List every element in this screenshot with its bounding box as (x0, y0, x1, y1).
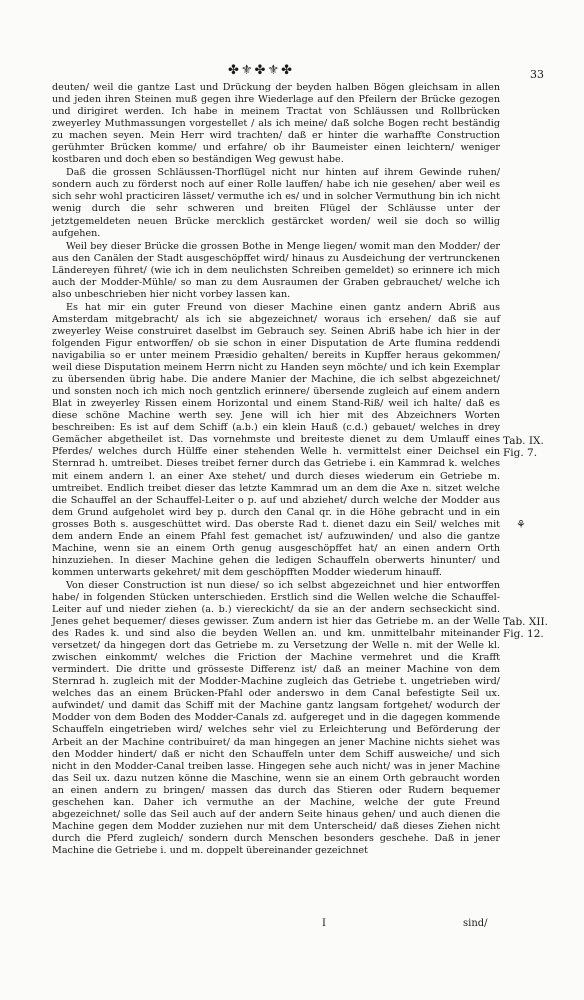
margin-note (503, 616, 548, 640)
margin-note-fig: Fig. 12. (503, 628, 544, 640)
margin-note (503, 435, 544, 459)
paragraph: Daß die grossen Schläussen-Thorflügel nicht nur hinten auf ihrem Gewinde ruhen/ sondern auch zu förderst noch auf einer Rolle lauffen/ habe ich nie gesehen/ aber weil es sich sehr wohl practiciren lässet/ vermuthe ich es/ und in solcher Vermuthung bin ich nicht wenig durch die sehr schweren und breiten Flügel der Schläusse unter der jetztgemeldeten neuen Brücke mercklich gestärcket worden/ weil sie doch so willig aufgehen. (52, 167, 500, 239)
margin-note-tab: Tab. XII. (503, 616, 548, 628)
catchword: sind/ (463, 918, 488, 929)
header-ornament: ✤⚜✤⚜✤ (228, 63, 294, 78)
marginal-mark: ⚘ (516, 518, 526, 531)
paragraph: Weil bey dieser Brücke die grossen Bothe in Menge liegen/ womit man den Modder/ der aus den Canälen der Stadt ausgeschöpffet wird/ hinaus zu Ausdeichung der vertrunckenen Ländereyen führet/ (wie ich in dem neulichsten Schreiben gemeldet) so erinnere ich mich auch der Modder-Mühle/ so man zu dem Ausraumen der Graben gebrauchet/ welche ich also unbeschrieben hier nicht vorbey lassen kan. (52, 240, 500, 300)
body-text (52, 82, 500, 857)
signature-mark: I (322, 918, 326, 929)
paragraph: deuten/ weil die gantze Last und Drückung der beyden halben Bögen gleichsam in allen und jeden ihren Steinen muß gegen ihre Wiederlage auf den Pfeilern der Brücke gezogen und dirigiret werden. Ich habe in meinem Tractat von Schläussen und Rollbrücken zweyerley Muthmassungen vorgestellet / als ich meine/ daß solche Bogen recht beständig zu machen seyen. Mein Herr wird trachten/ daß er hinter die warhaffte Construction gerühmter Brücken komme/ und erfahre/ ob ihr Baumeister einen leichtern/ weniger kostbaren und doch eben so beständigen Weg gewust habe. (52, 82, 500, 166)
page-number: 33 (530, 68, 544, 81)
margin-note-fig: Fig. 7. (503, 447, 538, 459)
paragraph: Von dieser Construction ist nun diese/ so ich selbst abgezeichnet und hier entworffen habe/ in folgenden Stücken unterschieden. Erstlich sind die Wellen welche die Schauffel-Leiter auf und nieder ziehen (a. b.) viereckicht/ da sie an der andern sechseckicht sind. Jenes gehet bequemer/ dieses gewisser. Zum andern ist hier das Getriebe m. an der Welle des Rades k. und sind also die beyden Wellen an. und km. unmittelbahr miteinander versetzet/ da hingegen dort das Getriebe m. zu Versetzung der Welle n. mit der Welle kl. zwischen einkommt/ welches die Friction der Machine vermehret und die Krafft vermindert. Die dritte und grösseste Differenz ist/ daß an meiner Machine von dem Sternrad h. zugleich mit der Modder-Machine zugleich das Getriebe t. ungetrieben wird/ welches das an einem Brücken-Pfahl oder anderswo in dem Canal befestigte Seil ux. aufwindet/ und damit das Schiff mit der Machine gantz langsam fortgehet/ wodurch der Modder von dem Boden des Modder-Canals zd. aufgereget und in die dagegen kommende Schauffeln eingetrieben wird/ welches sehr viel zu Erleichterung und Beförderung der Arbeit an der Machine contribuiret/ da man hingegen an jener Machine nichts siehet was den Modder hindert/ daß er nicht den Schauffeln unter dem Schiff ausweiche/ und sich nicht in den Modder-Canal treiben lasse. Hingegen sehe auch nicht/ was in jener Machine das Seil ux. dazu nutzen könne die Maschine, wenn sie an einem Orth gebraucht worden an einen andern zu bringen/ massen das durch das Stieren oder Rudern bequemer geschehen kan. Daher ich vermuthe an der Machine, welche der gute Freund abgezeichnet/ solle das Seil auch auf der andern Seite hinaus gehen/ und auch dienen die Machine gegen dem Modder zuziehen nur mit dem Unterscheid/ daß dieses Ziehen nicht durch die Pferd zugleich/ sondern durch Menschen besonders geschehe. Daß in jener Machine die Getriebe i. und m. doppelt übereinander gezeichnet (52, 579, 500, 856)
margin-note-tab: Tab. IX. (503, 435, 544, 447)
paragraph: Es hat mir ein guter Freund von dieser Machine einen gantz andern Abriß aus Amsterdam mitgebracht/ als ich sie abgezeichnet/ woraus ich ersehen/ daß sie auf zweyerley Weise construiret daselbst im Gebrauch sey. Seinen Abriß habe ich hier in der folgenden Figur entworffen/ ob sie schon in einer Disputation de Arte flumina reddendi navigabilia so er unter meinem Præsidio gehalten/ bereits in Kupffer heraus gekommen/ weil diese Disputation meinem Herrn nicht zu Handen seyn möchte/ und ich kein Exemplar zu übersenden übrig habe. Die andere Manier der Machine, die ich selbst abgezeichnet/ und sonsten noch ich mich noch gentzlich erinnere/ übersende zugleich auf einem andern Blat in zweyerley Rissen einem Horizontal und einem Stand-Riß/ weil ich halte/ daß es diese schöne Machine werth sey. Jene will ich hier mit des Abzeichners Worten beschreiben: Es ist auf dem Schiff (a.b.) ein klein Hauß (c.d.) gebauet/ welches in drey Gemächer abgetheilet ist. Das vornehmste und breiteste dienet zu dem Umlauff eines Pferdes/ welches durch Hülffe einer stehenden Welle h. vermittelst einer Deichsel ein Sternrad h. umtreibet. Dieses treibet ferner durch das Getriebe i. ein Kammrad k. welches mit einem andern l. an einer Axe stehet/ und durch dieses wiederum ein Getriebe m. umtreibet. Endlich treibet dieser das letzte Kammrad um an dem die Axe n. sitzet welche die Schauffel an der Schauffel-Leiter o p. auf und abziehet/ durch welche der Modder aus dem Grund aufgeholet wird bey p. durch den Canal qr. in die Höhe gebracht und in ein grosses Both s. ausgeschüttet wird. Das oberste Rad t. dienet dazu ein Seil/ welches mit dem andern Ende an einem Pfahl fest gemachet ist/ aufzuwinden/ und also die gantze Machine, wenn sie an einem Orth genug ausgeschöpffet hat/ an einen andern Orth hinzuziehen. In dieser Machine gehen die ledigen Schauffeln oberwerts hinunter/ und kommen unterwarts gekehret/ mit dem geschöpfften Modder wiederum hinauff. (52, 301, 500, 578)
